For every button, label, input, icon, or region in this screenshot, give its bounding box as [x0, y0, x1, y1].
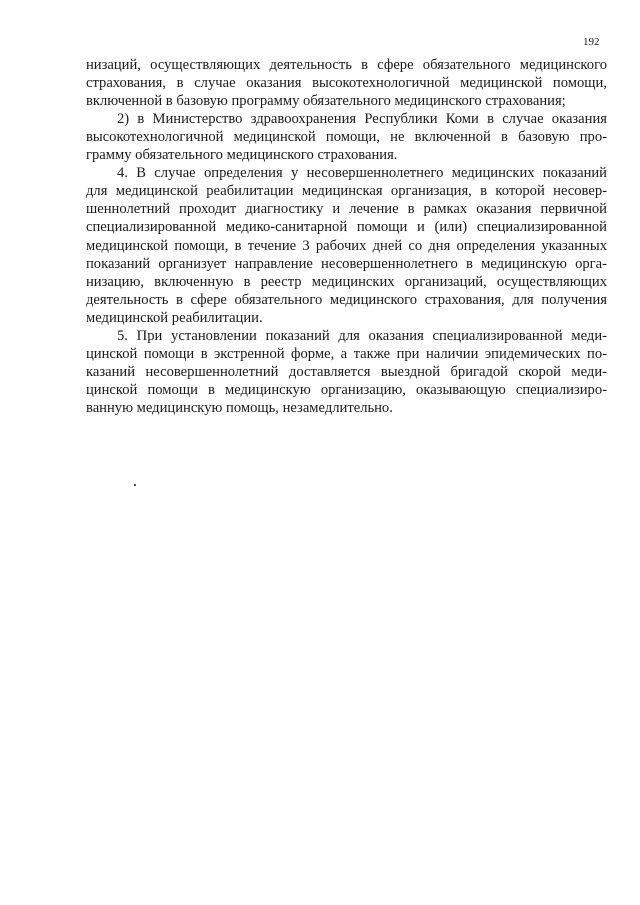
text-line: медицинской помощи, в течение 3 рабочих дней со дня определения указанных [86, 237, 607, 254]
text-line: цинской помощи в медицинскую организацию, оказывающую специализиро- [86, 381, 607, 398]
stray-mark [134, 484, 136, 486]
text-line: казаний несовершеннолетний доставляется выездной бригадой скорой меди- [86, 363, 607, 380]
text-line: цинской помощи в экстренной форме, а также при наличии эпидемических по- [86, 345, 607, 362]
page-number: 192 [583, 36, 600, 48]
text-line: медицинской реабилитации. [86, 309, 263, 326]
text-line: ванную медицинскую помощь, незамедлительно. [86, 399, 393, 416]
text-line: грамму обязательного медицинского страхования. [86, 147, 398, 164]
text-line: показаний организует направление несовершеннолетнего в медицинскую орга- [86, 255, 607, 272]
text-line: 2) в Министерство здравоохранения Республики Коми в случае оказания [117, 111, 607, 128]
text-line: специализированной медико-санитарной помощи и (или) специализированной [86, 219, 607, 236]
text-line: включенной в базовую программу обязательного медицинского страхования; [86, 93, 566, 110]
text-line: низацию, включенную в реестр медицинских организаций, осуществляющих [86, 273, 607, 290]
text-line: шеннолетний проходит диагностику и лечение в рамках оказания первичной [86, 201, 607, 218]
text-line: 5. При установлении показаний для оказания специализированной меди- [117, 327, 607, 344]
text-line: страхования, в случае оказания высокотехнологичной медицинской помощи, [86, 75, 607, 92]
text-line: 4. В случае определения у несовершеннолетнего медицинских показаний [117, 165, 607, 182]
text-line: деятельность в сфере обязательного медицинского страхования, для получения [86, 291, 607, 308]
text-line: высокотехнологичной медицинской помощи, не включенной в базовую про- [86, 129, 607, 146]
text-line: для медицинской реабилитации медицинская организация, в которой несовер- [86, 183, 607, 200]
text-line: низаций, осуществляющих деятельность в сфере обязательного медицинского [86, 57, 607, 73]
